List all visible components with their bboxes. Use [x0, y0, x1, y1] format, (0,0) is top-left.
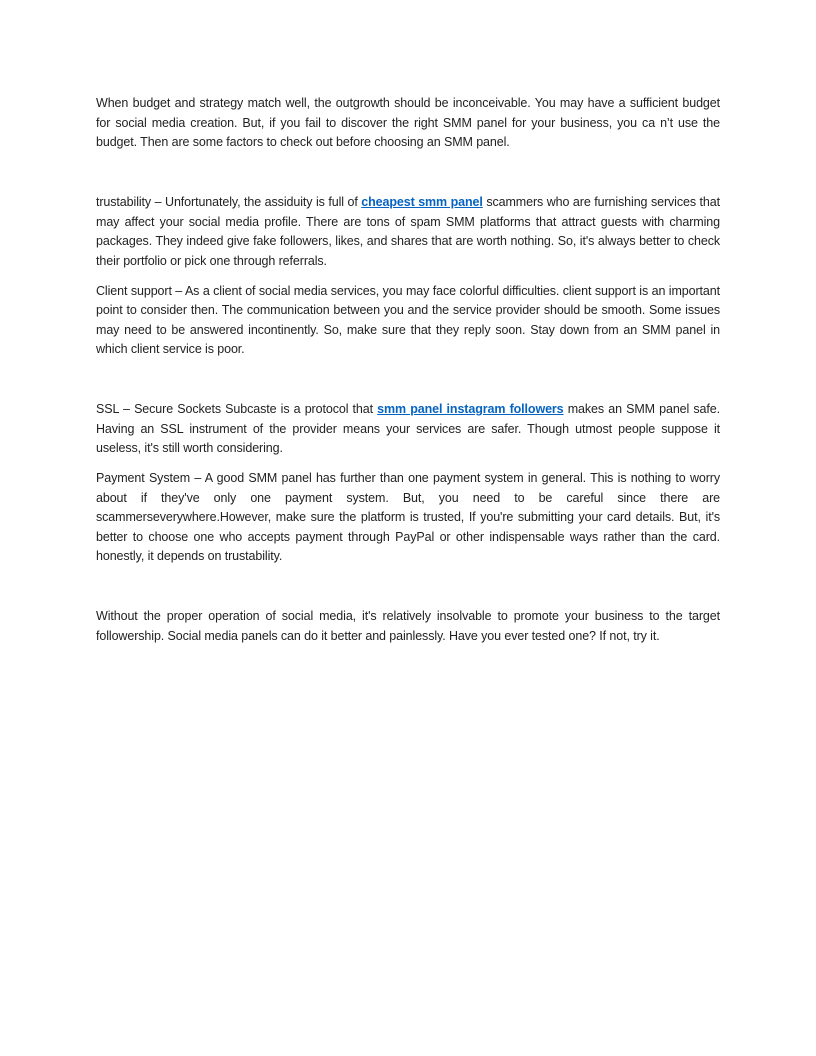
text-run: Without the proper operation of social media, it's relatively insolvable to promote your business to the target followership. Social media panels can do it better and painlessly. Have you ever tested one? If not, try it. — [96, 609, 720, 643]
paragraph-ssl — [96, 400, 720, 459]
text-run: scammers who are furnishing services that may affect your social media profile. There are tons of spam SMM platforms that attract guests with charming packages. They indeed give fake followers, likes, and shares that are worth nothing. So, it's always better to check their portfolio or pick one through referrals. — [96, 195, 721, 268]
paragraph-client-support — [96, 282, 720, 360]
text-run: Payment System – A good SMM panel has further than one payment system in general. This is nothing to worry about if they've only one payment system. But, you need to be careful since there are scammerseverywhere.However, make sure the platform is trusted, If you're submitting your card details. But, it's better to choose one who accepts payment through PayPal or other indispensable ways rather than the card. honestly, it depends on trustability. — [96, 471, 720, 563]
paragraph-budget-strategy — [96, 94, 720, 153]
paragraph-spacer — [96, 163, 720, 183]
paragraph-closing — [96, 607, 720, 646]
text-run: trustability – Unfortunately, the assiduity is full of — [96, 195, 362, 209]
text-run: Client support – As a client of social media services, you may face colorful difficulties. client support is an important point to consider then. The communication between you and the service provider should be smooth. Some issues may need to be answered incontinently. So, make sure that they reply soon. Stay down from an SMM panel in which client service is poor. — [96, 283, 720, 356]
text-run: When budget and strategy match well, the outgrowth should be inconceivable. You may have a sufficient budget for social media creation. But, if you fail to discover the right SMM panel for your business, you ca n’t use the budget. Then are some factors to check out before choosing an SMM panel. — [96, 96, 720, 149]
text-run: makes an SMM panel safe. Having an SSL instrument of the provider means your services are safer. Though utmost people suppose it useless, it's still worth considering. — [96, 402, 720, 455]
text-run: SSL – Secure Sockets Subcaste is a protocol that — [96, 402, 378, 416]
paragraph-spacer — [96, 370, 720, 390]
paragraph-trustability — [96, 193, 720, 271]
document-body — [96, 94, 720, 657]
paragraph-payment-system — [96, 469, 720, 567]
smm-panel-instagram-followers-link[interactable]: smm panel instagram followers — [377, 402, 564, 416]
cheapest-smm-panel-link[interactable]: cheapest smm panel — [361, 195, 483, 209]
paragraph-spacer — [96, 577, 720, 597]
